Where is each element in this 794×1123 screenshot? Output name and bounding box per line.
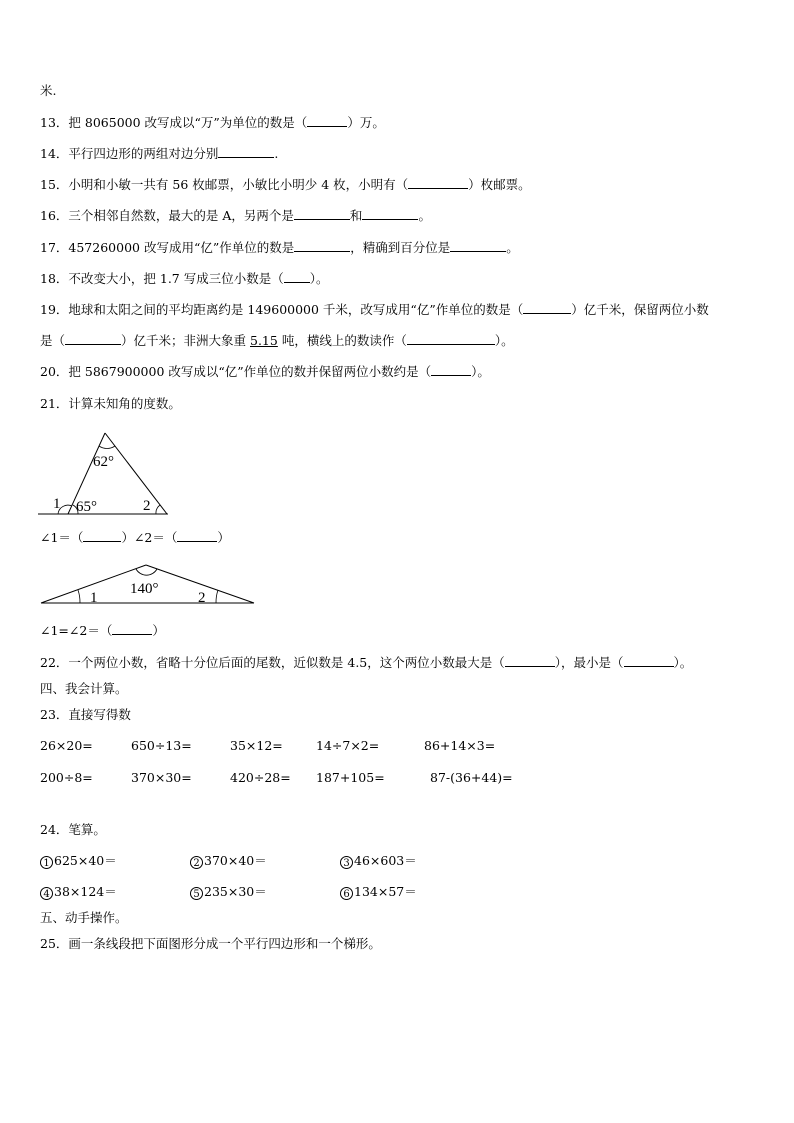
- circled-number: 4: [40, 887, 53, 900]
- calc-item: 26×20=: [40, 738, 93, 753]
- calc-expression: 235×30＝: [204, 884, 267, 899]
- question-text: 笔算。: [68, 822, 106, 837]
- answer-text: ∠1=∠2＝（: [40, 623, 113, 638]
- answer-blank[interactable]: [218, 146, 274, 158]
- calc-item: 35×12=: [230, 738, 283, 753]
- calc-item: 187+105=: [316, 770, 385, 785]
- circled-number: 3: [340, 856, 353, 869]
- question-text: ）。: [673, 655, 693, 670]
- calc-expression: 134×57＝: [354, 884, 417, 899]
- calc-expression: 370×40＝: [204, 853, 267, 868]
- question-13: [40, 115, 385, 131]
- question-23: [40, 707, 131, 723]
- angle-label-140: 140°: [130, 581, 159, 597]
- triangle-figure-2: [36, 560, 260, 608]
- angle-label-2: 2: [143, 498, 151, 514]
- written-calc-item: [40, 884, 117, 900]
- question-16: [40, 208, 431, 224]
- question-text: ）万。: [347, 115, 385, 130]
- question-24: [40, 822, 106, 838]
- section-heading-4: 四、我会计算。: [40, 681, 128, 696]
- question-20: [40, 364, 490, 380]
- elephant-weight: 5.15: [250, 333, 278, 348]
- question-text: ），最小是（: [554, 655, 624, 670]
- calc-item: 420÷28=: [230, 770, 291, 785]
- question-text: 地球和太阳之间的平均距离约是 149600000 千米，改写成用“亿”作单位的数是（: [68, 302, 524, 317]
- question-18: [40, 271, 329, 287]
- answer-blank[interactable]: [65, 333, 121, 345]
- answer-blank[interactable]: [624, 655, 674, 667]
- question-number: 20．: [40, 364, 69, 379]
- question-number: 15．: [40, 177, 69, 192]
- answer-text: ）: [152, 623, 165, 638]
- question-text: 。: [506, 240, 519, 255]
- question-22: [40, 655, 692, 671]
- question-text: ）。: [309, 271, 329, 286]
- question-text: 一个两位小数，省略十分位后面的尾数，近似数是 4.5，这个两位小数最大是（: [68, 655, 505, 670]
- answer-blank[interactable]: [83, 530, 121, 542]
- angle-arc-1: [78, 590, 80, 603]
- calc-item: 86+14×3=: [424, 738, 496, 753]
- question-text: .: [274, 146, 279, 161]
- question-19-line2: [40, 333, 514, 349]
- calc-expression: 625×40＝: [54, 853, 117, 868]
- question-14: [40, 146, 278, 162]
- question-text: 三个相邻自然数，最大的是 A，另两个是: [68, 208, 294, 223]
- answer-blank[interactable]: [177, 530, 217, 542]
- question-text: 和: [349, 208, 363, 223]
- calc-item: 87-(36+44)=: [430, 770, 513, 785]
- question-number: 21．: [40, 396, 69, 411]
- question-text: 画一条线段把下面图形分成一个平行四边形和一个梯形。: [68, 936, 381, 951]
- section-heading-5: 五、动手操作。: [40, 910, 128, 925]
- question-text: 计算未知角的度数。: [68, 396, 181, 411]
- question-number: 16．: [40, 208, 69, 223]
- question-text: 是（: [40, 333, 66, 348]
- calc-item: 14÷7×2=: [316, 738, 380, 753]
- answer-blank[interactable]: [112, 623, 152, 635]
- answer-blank[interactable]: [362, 208, 418, 220]
- question-number: 13．: [40, 115, 69, 130]
- circled-number: 2: [190, 856, 203, 869]
- question-25: [40, 936, 381, 952]
- question-text: 直接写得数: [68, 707, 131, 722]
- calc-item: 200÷8=: [40, 770, 93, 785]
- question-number: 14．: [40, 146, 69, 161]
- answer-blank[interactable]: [431, 364, 471, 376]
- question-text: 不改变大小，把 1.7 写成三位小数是（: [68, 271, 284, 286]
- calc-item: 370×30=: [131, 770, 192, 785]
- answer-blank[interactable]: [284, 271, 310, 283]
- angle-label-62: 62°: [93, 454, 114, 470]
- answer-blank[interactable]: [450, 240, 506, 252]
- answer-line-angles-2: [40, 623, 165, 639]
- angle-label-1: 1: [90, 590, 98, 606]
- answer-blank[interactable]: [294, 208, 350, 220]
- answer-blank[interactable]: [505, 655, 555, 667]
- question-text: ）。: [471, 364, 490, 379]
- angle-arc-2: [156, 505, 160, 514]
- angle-arc-2: [216, 590, 218, 603]
- angle-arc-top: [136, 569, 157, 575]
- question-number: 23．: [40, 707, 69, 722]
- angle-arc-top: [99, 446, 115, 449]
- question-text: 平行四边形的两组对边分别: [68, 146, 219, 161]
- question-number: 18．: [40, 271, 69, 286]
- written-calc-item: [340, 853, 417, 869]
- written-calc-item: [340, 884, 417, 900]
- question-number: 24．: [40, 822, 69, 837]
- answer-text: ）∠2＝（: [121, 530, 178, 545]
- question-17: [40, 240, 519, 256]
- answer-blank[interactable]: [408, 177, 468, 189]
- question-text: ）枚邮票。: [468, 177, 531, 192]
- triangle-side: [105, 433, 167, 514]
- question-text: 。: [418, 208, 431, 223]
- angle-label-2: 2: [198, 590, 206, 606]
- circled-number: 5: [190, 887, 203, 900]
- question-text: 小明和小敏一共有 56 枚邮票，小敏比小明少 4 枚，小明有（: [68, 177, 409, 192]
- question-text: ）亿千米，保留两位小数: [571, 302, 709, 317]
- written-calc-item: [40, 853, 117, 869]
- answer-blank[interactable]: [523, 302, 571, 314]
- written-calc-item: [190, 884, 267, 900]
- calc-item: 650÷13=: [131, 738, 192, 753]
- question-text: 把 5867900000 改写成以“亿”作单位的数并保留两位小数约是（: [68, 364, 432, 379]
- written-calc-item: [190, 853, 267, 869]
- angle-label-1: 1: [53, 496, 61, 512]
- question-number: 19．: [40, 302, 69, 317]
- triangle-figure-1: [36, 428, 176, 520]
- question-text: 457260000 改写成用“亿”作单位的数是: [68, 240, 295, 255]
- question-21: [40, 396, 181, 412]
- answer-line-angles-1: [40, 530, 230, 546]
- question-text: 把 8065000 改写成以“万”为单位的数是（: [68, 115, 308, 130]
- question-text: 吨，横线上的数读作（: [277, 333, 407, 348]
- question-number: 17．: [40, 240, 69, 255]
- answer-blank[interactable]: [307, 115, 347, 127]
- calc-expression: 46×603＝: [354, 853, 417, 868]
- circled-number: 1: [40, 856, 53, 869]
- question-number: 25．: [40, 936, 69, 951]
- question-number: 22．: [40, 655, 69, 670]
- question-text: ）。: [494, 333, 514, 348]
- answer-blank[interactable]: [294, 240, 350, 252]
- question-text: ）亿千米；非洲大象重: [121, 333, 250, 348]
- circled-number: 6: [340, 887, 353, 900]
- question-text: ，精确到百分位是: [350, 240, 451, 255]
- question-19-line1: [40, 302, 709, 318]
- answer-text: ∠1＝（: [40, 530, 84, 545]
- angle-label-65: 65°: [76, 499, 97, 515]
- top-fragment: 米.: [40, 83, 57, 98]
- question-15: [40, 177, 531, 193]
- answer-text: ）: [217, 530, 230, 545]
- answer-blank[interactable]: [407, 333, 495, 345]
- calc-expression: 38×124＝: [54, 884, 117, 899]
